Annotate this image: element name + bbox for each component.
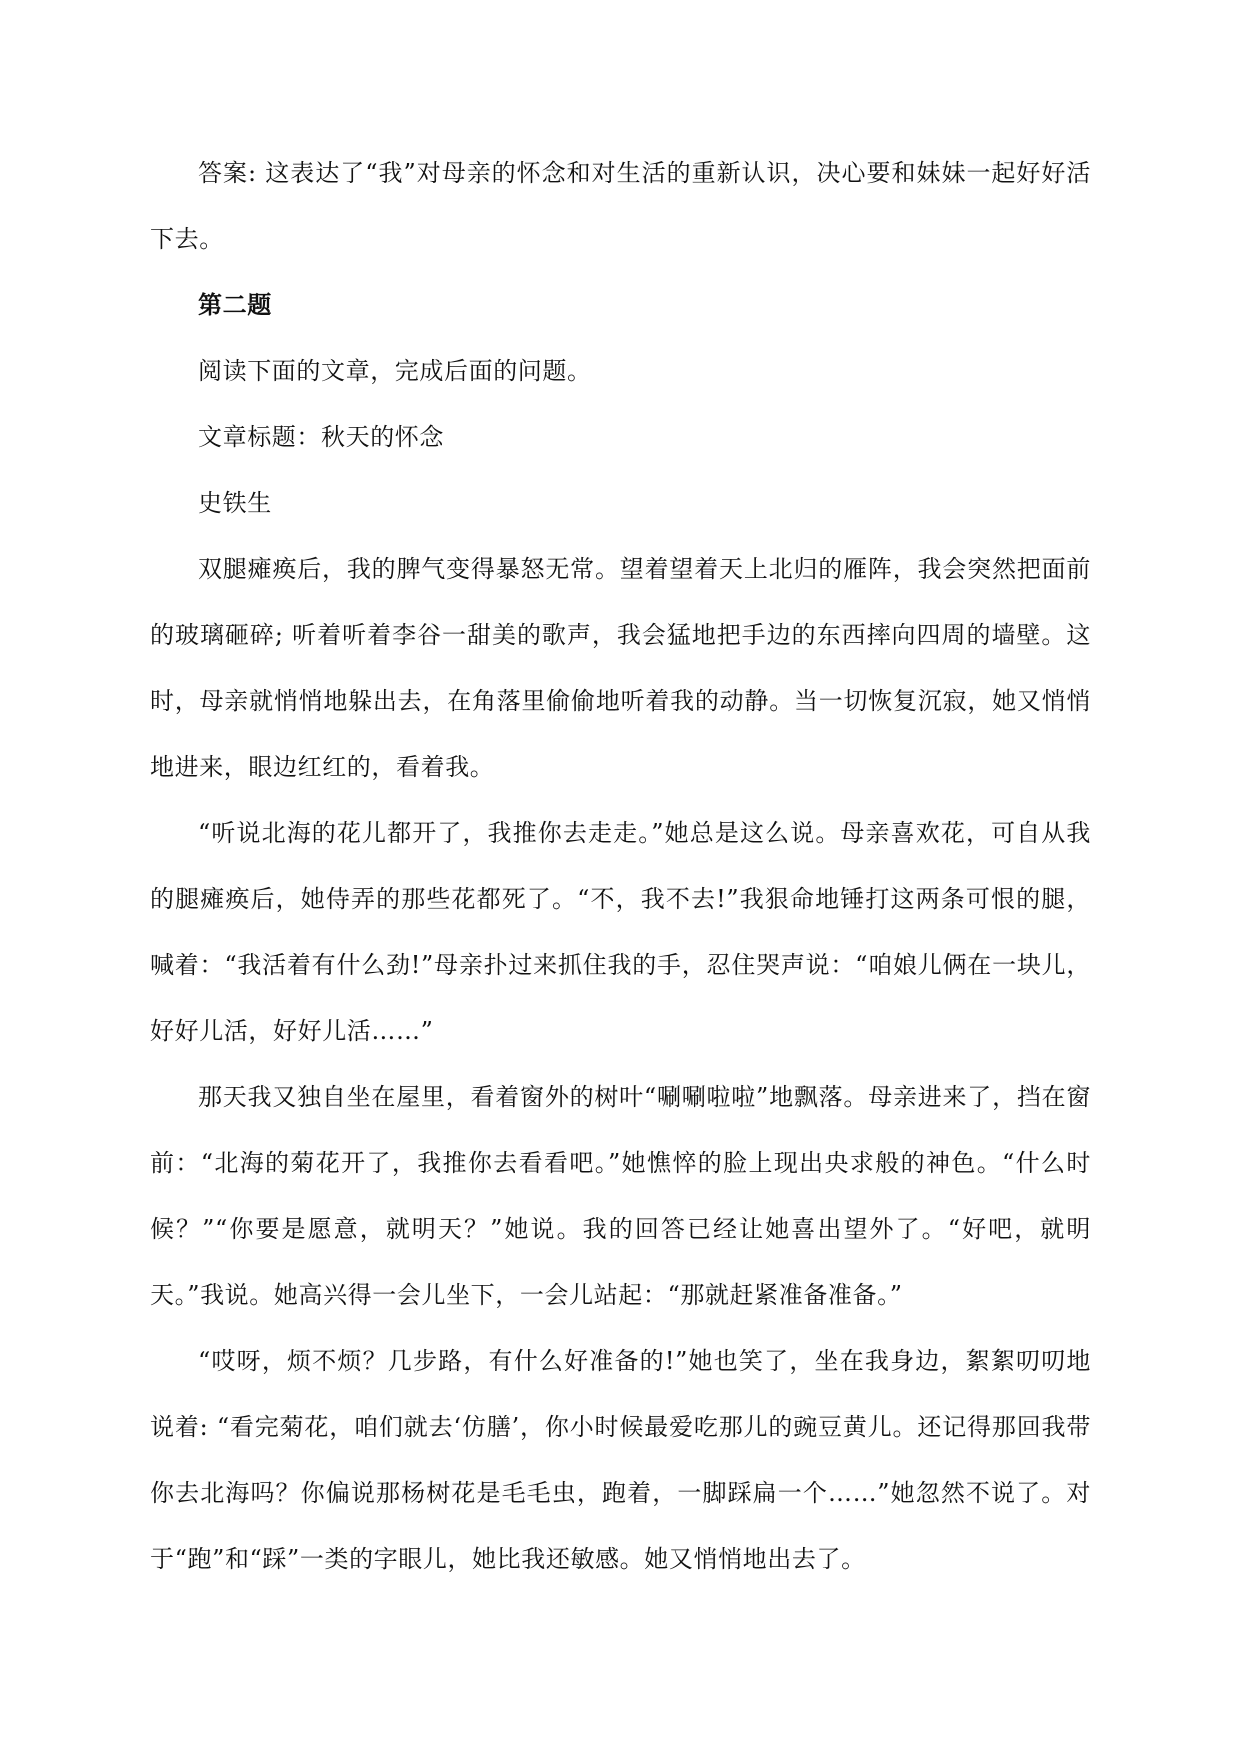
answer-paragraph: 答案: 这表达了“我”对母亲的怀念和对生活的重新认识，决心要和妹妹一起好好活下去。 — [150, 159, 1091, 253]
document-body — [150, 140, 1091, 1592]
section-heading: 第二题 — [198, 290, 272, 319]
instruction-text: 阅读下面的文章，完成后面的问题。 — [198, 357, 592, 385]
article-author: 史铁生 — [198, 489, 272, 517]
article-paragraph-2: “听说北海的花儿都开了，我推你去走走。”她总是这么说。母亲喜欢花，可自从我的腿瘫痪后，她侍弄的那些花都死了。“不，我不去!”我狠命地锤打这两条可恨的腿，喊着：“我活着有什么劲!”母亲扑过来抓住我的手，忍住哭声说：“咱娘儿俩在一块儿，好好儿活，好好儿活……” — [150, 819, 1091, 1045]
article-paragraph-3: 那天我又独自坐在屋里，看着窗外的树叶“唰唰啦啦”地飘落。母亲进来了，挡在窗前：“北海的菊花开了，我推你去看看吧。”她憔悴的脸上现出央求般的神色。“什么时候？”“你要是愿意，就明天？”她说。我的回答已经让她喜出望外了。“好吧，就明天。”我说。她高兴得一会儿坐下，一会儿站起：“那就赶紧准备准备。” — [150, 1083, 1091, 1309]
article-paragraph-1: 双腿瘫痪后，我的脾气变得暴怒无常。望着望着天上北归的雁阵，我会突然把面前的玻璃砸碎; 听着听着李谷一甜美的歌声，我会猛地把手边的东西摔向四周的墙壁。这时，母亲就悄悄地躲出去，在角落里偷偷地听着我的动静。当一切恢复沉寂，她又悄悄地进来，眼边红红的，看着我。 — [150, 555, 1091, 781]
article-title: 文章标题：秋天的怀念 — [198, 423, 444, 451]
article-paragraph-4: “哎呀，烦不烦？几步路，有什么好准备的!”她也笑了，坐在我身边，絮絮叨叨地说着: “看完菊花，咱们就去‘仿膳’，你小时候最爱吃那儿的豌豆黄儿。还记得那回我带你去北海吗？你偏说那杨树花是毛毛虫，跑着，一脚踩扁一个……”她忽然不说了。对于“跑”和“踩”一类的字眼儿，她比我还敏感。她又悄悄地出去了。 — [150, 1347, 1091, 1573]
